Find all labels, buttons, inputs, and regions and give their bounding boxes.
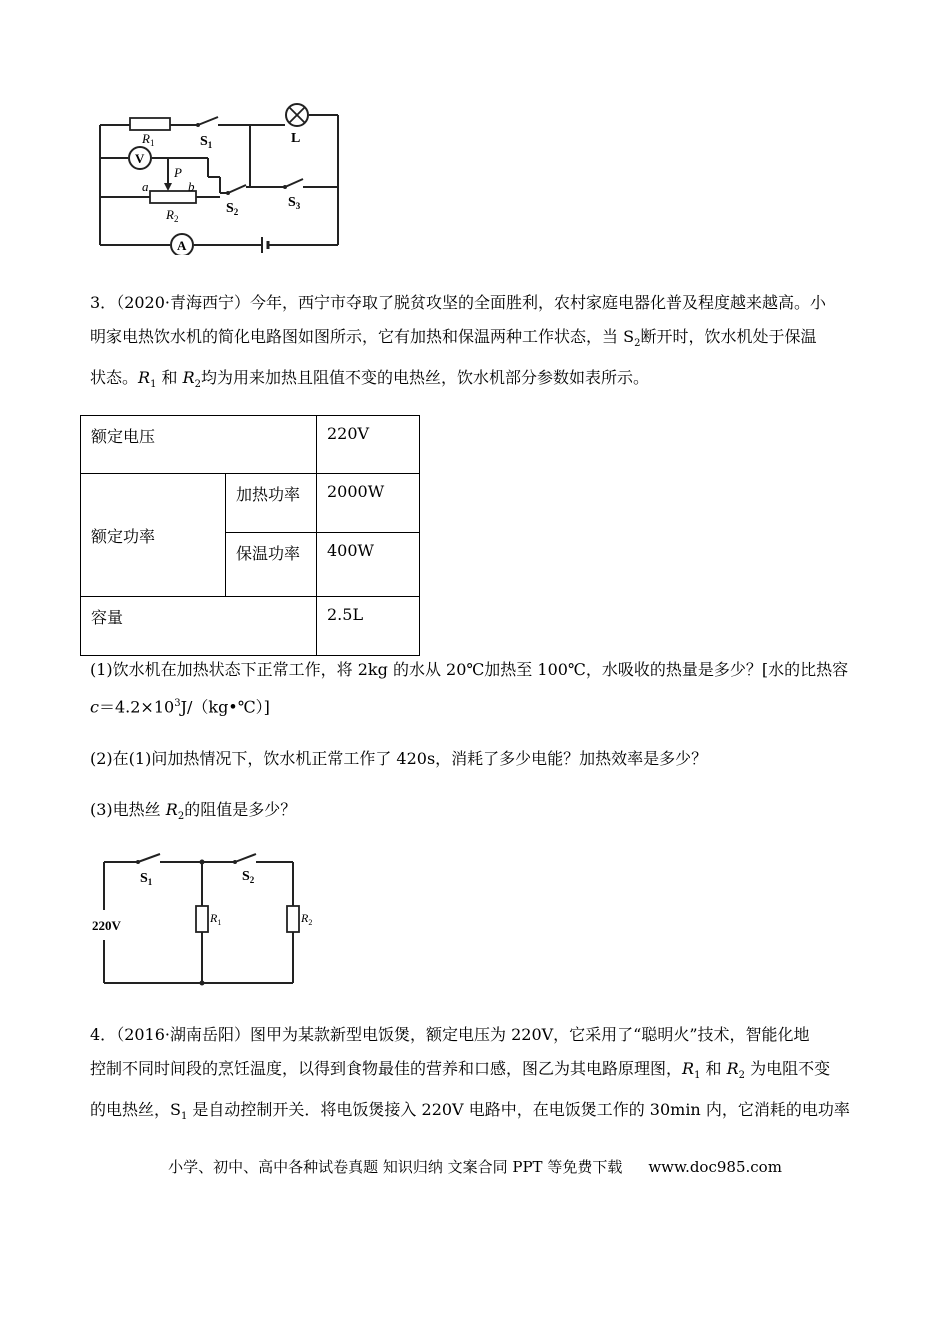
capacity-value: 2.5L xyxy=(317,597,420,656)
fig2-s2-label: $S_2$ xyxy=(242,869,255,885)
fig1-ammeter-label: A xyxy=(177,238,187,253)
footer-url[interactable]: www.doc985.com xyxy=(648,1158,782,1176)
fig2-r1-label: $R_1$ xyxy=(210,911,222,927)
fig1-p-label: P xyxy=(174,165,182,180)
capacity-label: 容量 xyxy=(81,597,317,656)
fig1-s3-label: $S_3$ xyxy=(288,195,301,211)
q3-sub1: (1)饮水机在加热状态下正常工作，将 2kg 的水从 20℃加热至 100℃，水吸收的热量是多少？[水的比热容 $c=4.2\times 10^3J/(kg•℃)$] xyxy=(90,660,849,717)
q3-sub2: (2)在(1)问加热情况下，饮水机正常工作了 420s，消耗了多少电能？加热效率是多少？ xyxy=(90,749,708,768)
fig1-a-label: a xyxy=(142,179,149,194)
fig1-lamp-label: L xyxy=(291,131,301,146)
q4-intro: 4．（2016·湖南岳阳）图甲为某款新型电饭煲，额定电压为 220V，它采用了“聪明火”技术，智能化地 控制不同时间段的烹饪温度，以得到食物最佳的营养和口感，图乙为其电路原理图，$R_1$ 和 $R_2$ 为电阻不变 的电热丝，$S_1$ 是自动控制开关．将电饭煲接入 220V 电路中，在电饭煲工作的 30min 内，它消耗的电功率 xyxy=(90,1025,850,1123)
fig1-r1-label: $R_1$ xyxy=(142,131,155,148)
keep-warm-power-value: 400W xyxy=(317,533,420,597)
heating-power-value: 2000W xyxy=(317,474,420,533)
fig1-r2-label: $R_2$ xyxy=(166,207,179,224)
rated-voltage-label: 额定电压 xyxy=(81,416,317,474)
q3-intro: 3．（2020·青海西宁）今年，西宁市夺取了脱贫攻坚的全面胜利，农村家庭电器化普及程度越来越高。小 明家电热饮水机的简化电路图如图所示，它有加热和保温两种工作状态，当 $S_2$断开时，饮水机处于保温 状态。$R_1$ 和 $R_2$均为用来加热且阻值不变的电热丝，饮水机部分参数如表所示。 xyxy=(90,293,827,391)
fig2-r2-label: $R_2$ xyxy=(301,911,313,927)
circuit-diagram-1 xyxy=(90,95,350,255)
spec-table xyxy=(80,415,420,656)
fig1-s2-label: $S_2$ xyxy=(226,201,239,217)
fig2-s1-label: $S_1$ xyxy=(140,871,153,887)
rated-power-label: 额定功率 xyxy=(81,474,226,597)
fig1-s1-label: $S_1$ xyxy=(200,134,213,150)
circuit-diagram-2 xyxy=(90,850,340,990)
fig2-voltage-label: 220V xyxy=(92,918,121,933)
q3-sub3: (3)电热丝 $R_2$的阻值是多少？ xyxy=(90,800,297,823)
footer-text: 小学、初中、高中各种试卷真题 知识归纳 文案合同 PPT 等免费下载 xyxy=(168,1158,623,1176)
fig1-voltmeter-label: V xyxy=(135,151,145,166)
fig1-b-label: b xyxy=(188,179,195,194)
rated-voltage-value: 220V xyxy=(317,416,420,474)
page-footer xyxy=(0,1156,950,1177)
heating-power-label: 加热功率 xyxy=(226,474,317,533)
keep-warm-power-label: 保温功率 xyxy=(226,533,317,597)
